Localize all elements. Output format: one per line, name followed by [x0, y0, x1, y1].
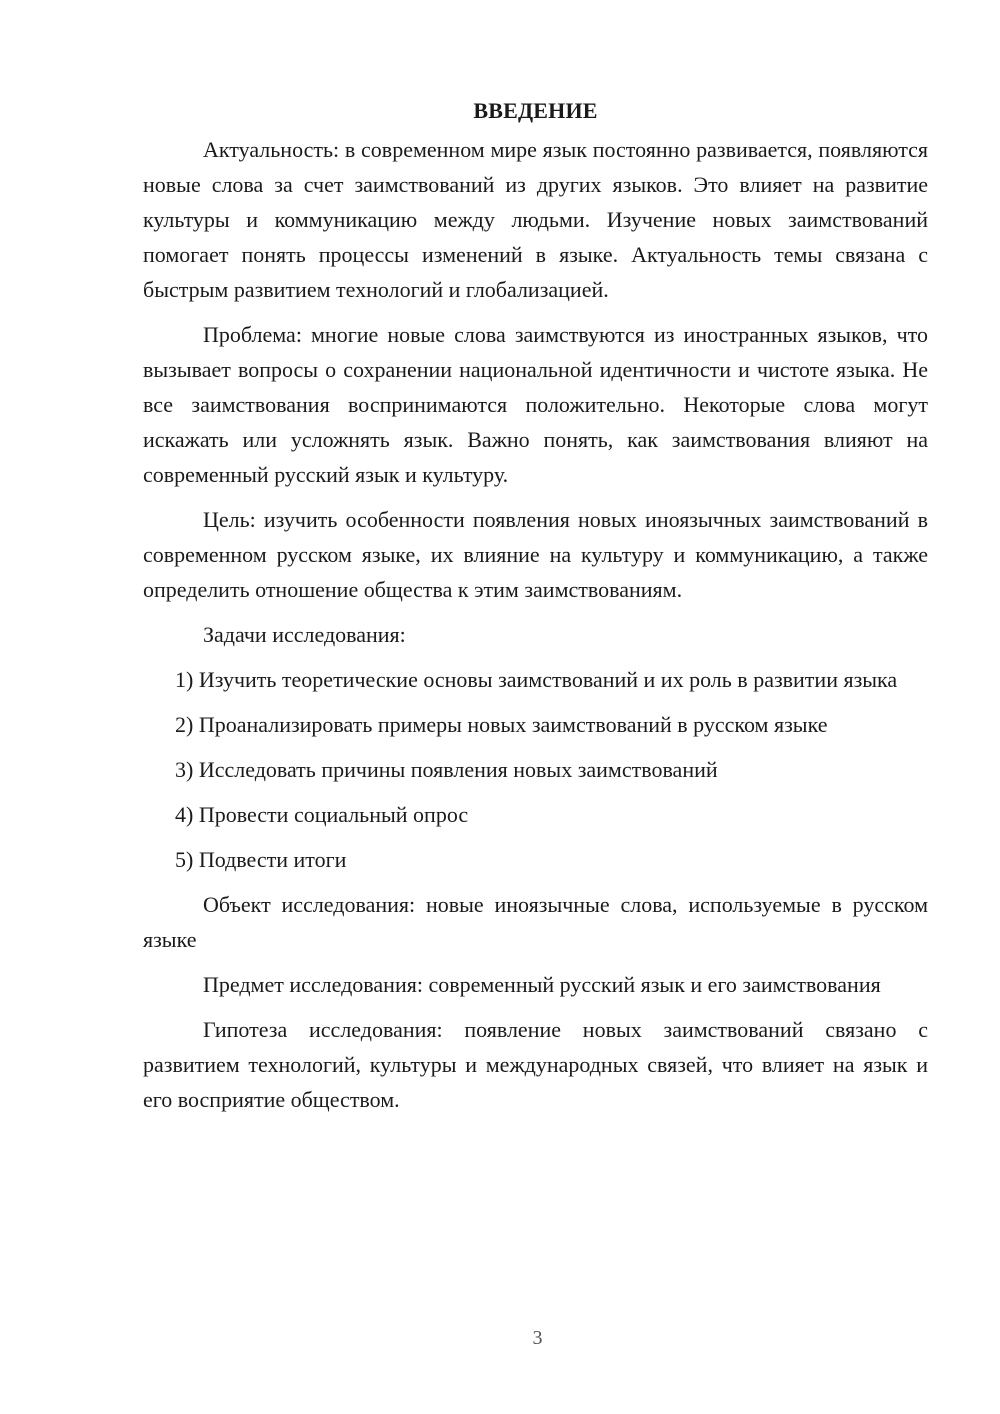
page-number: 3 [532, 1327, 543, 1349]
task-item: 1) Изучить теоретические основы заимствований и их роль в развитии языка [175, 667, 898, 692]
document-page [143, 93, 928, 1127]
goal-paragraph: Цель: изучить особенности появления новых иноязычных заимствований в современном русском языке, их влияние на культуру и коммуникацию, а также определить отношение общества к этим заимствованиям. [143, 507, 928, 602]
page-title: ВВЕДЕНИЕ [473, 98, 598, 123]
task-item: 2) Проанализировать примеры новых заимствований в русском языке [175, 712, 828, 737]
task-item: 3) Исследовать причины появления новых заимствований [175, 757, 718, 782]
problem-paragraph: Проблема: многие новые слова заимствуются из иностранных языков, что вызывает вопросы о сохранении национальной идентичности и чистоте языка. Не все заимствования воспринимаются положительно. Некоторые слова могут искажать или усложнять язык. Важно понять, как заимствования влияют на современный русский язык и культуру. [143, 322, 928, 487]
object-paragraph: Объект исследования: новые иноязычные слова, используемые в русском языке [143, 892, 928, 952]
subject-paragraph: Предмет исследования: современный русский язык и его заимствования [203, 972, 881, 997]
task-item: 5) Подвести итоги [175, 847, 347, 872]
tasks-list [143, 662, 928, 877]
relevance-paragraph: Актуальность: в современном мире язык постоянно развивается, появляются новые слова за счет заимствований из других языков. Это влияет на развитие культуры и коммуникацию между людьми. Изучение новых заимствований помогает понять процессы изменений в языке. Актуальность темы связана с быстрым развитием технологий и глобализацией. [143, 137, 928, 302]
task-item: 4) Провести социальный опрос [175, 802, 469, 827]
tasks-heading: Задачи исследования: [203, 622, 406, 647]
hypothesis-paragraph: Гипотеза исследования: появление новых заимствований связано с развитием технологий, культуры и международных связей, что влияет на язык и его восприятие обществом. [143, 1017, 928, 1112]
